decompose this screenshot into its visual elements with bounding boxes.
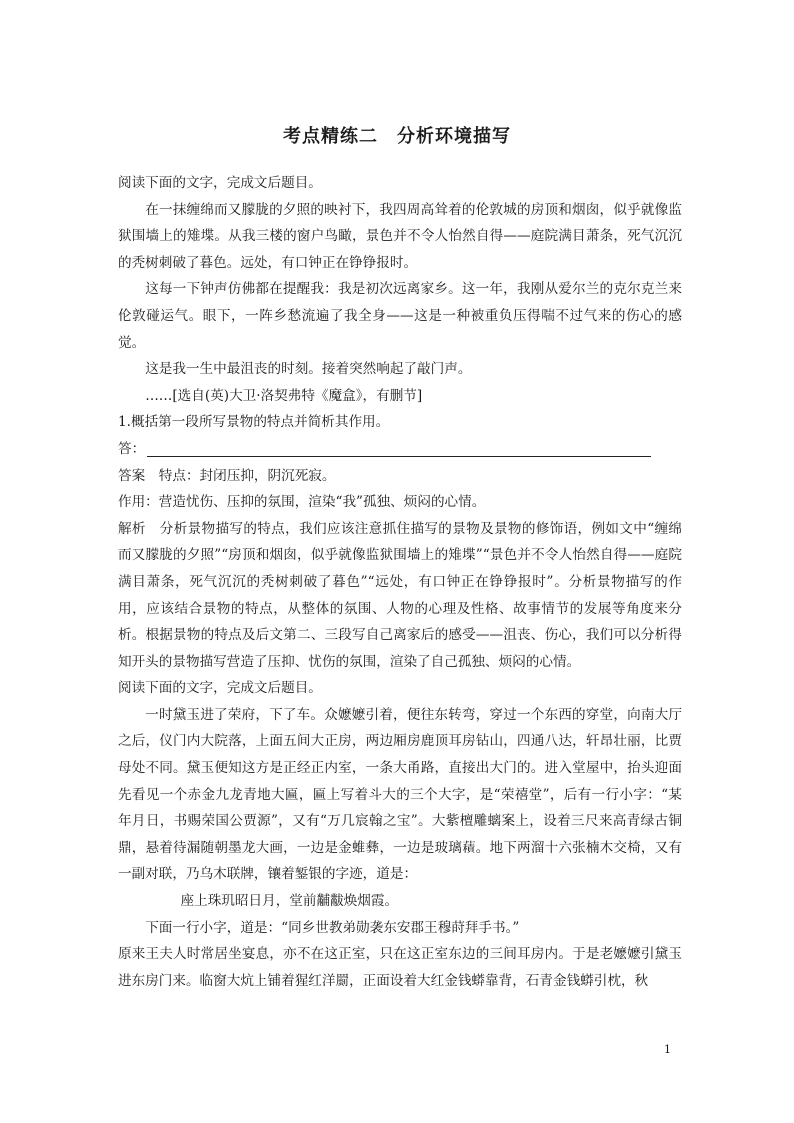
page-title: 考点精练二 分析环境描写: [283, 126, 511, 147]
passage-paragraph: 在一抹缠绵而又朦胧的夕照的映衬下，我四周高耸着的伦敦城的房顶和烟囱，似乎就像监狱围墙上的雉堞。从我三楼的窗户鸟瞰，景色并不令人怡然自得——庭院满目萧条，死气沉沉的秃树刺破了暮色。远处，有口钟正在铮铮报时。: [118, 201, 682, 271]
passage-paragraph: 这是我一生中最沮丧的时刻。接着突然响起了敲门声。: [145, 361, 472, 378]
passage-paragraph: 原来王夫人时常居坐宴息，亦不在这正室，只在这正室东边的三间耳房内。于是老嬷嬷引黛玉进东房门来。临窗大炕上铺着猩红洋罽，正面设着大红金钱蟒靠背，石青金钱蟒引枕，秋: [118, 946, 682, 989]
page-number: 1: [664, 1043, 671, 1056]
reading-instruction: 阅读下面的文字，完成文后题目。: [118, 175, 322, 191]
reading-instruction-2: 阅读下面的文字，完成文后题目。: [118, 680, 322, 697]
passage-paragraph: 这每一下钟声仿佛都在提醒我：我是初次远离家乡。这一年，我刚从爱尔兰的克尔克兰来伦敦碰运气。眼下，一阵乡愁流遍了我全身——这是一种被重负压得喘不过气来的伤心的感觉。: [118, 281, 682, 351]
answer-effect: 作用：营造忧伤、压抑的氛围，渲染“我”孤独、烦闷的心情。: [118, 494, 486, 511]
couplet-line: 座上珠玑昭日月，堂前黼黻焕烟霞。: [180, 893, 399, 910]
answer-prompt: 答：: [118, 440, 146, 457]
passage-source: ……[选自(英)大卫·洛契弗特《魔盒》，有删节]: [145, 387, 423, 404]
question-text: 1.概括第一段所写景物的特点并简析其作用。: [118, 414, 390, 431]
answer-blank: [147, 438, 651, 457]
passage-paragraph: 一时黛玉进了荣府，下了车。众嬷嬷引着，便往东转弯，穿过一个东西的穿堂，向南大厅之后，仪门内大院落，上面五间大正房，两边厢房鹿顶耳房钻山，四通八达，轩昂壮丽，比贾母处不同。黛玉便知这方是正经正内室，一条大甬路，直接出大门的。进入堂屋中，抬头迎面先看见一个赤金九龙青地大匾，匾上写着斗大的三个大字，是“荣禧堂”，后有一行小字：“某年月日，书赐荣国公贾源”，又有“万几宸翰之宝”。大紫檀雕螭案上，设着三尺来高青绿古铜鼎，悬着待漏随朝墨龙大画，一边是金蜼彝，一边是玻璃𧂐。地下两溜十六张楠木交椅，又有一副对联，乃乌木联牌，镶着錾银的字迹，道是：: [118, 706, 682, 883]
answer-features: 答案 特点：封闭压抑，阴沉死寂。: [118, 467, 336, 484]
answer-line: [118, 436, 682, 463]
document-body: [118, 170, 682, 994]
analysis-text: 解析 分析景物描写的特点，我们应该注意抓住描写的景物及景物的修饰语，例如文中“缠绵而又朦胧的夕照”“房顶和烟囱，似乎就像监狱围墙上的雉堞”“景色并不令人怡然自得——庭院满目萧条，死气沉沉的秃树刺破了暮色”“远处，有口钟正在铮铮报时”。分析景物描写的作用，应该结合景物的特点，从整体的氛围、人物的心理及性格、故事情节的发展等角度来分析。根据景物的特点及后文第二、三段写自己离家后的感受——沮丧、伤心，我们可以分析得知开头的景物描写营造了压抑、忧伤的氛围，渲染了自己孤独、烦闷的心情。: [118, 520, 682, 670]
passage-paragraph: 下面一行小字，道是：“同乡世教弟勋袭东安郡王穆莳拜手书。”: [145, 919, 520, 936]
